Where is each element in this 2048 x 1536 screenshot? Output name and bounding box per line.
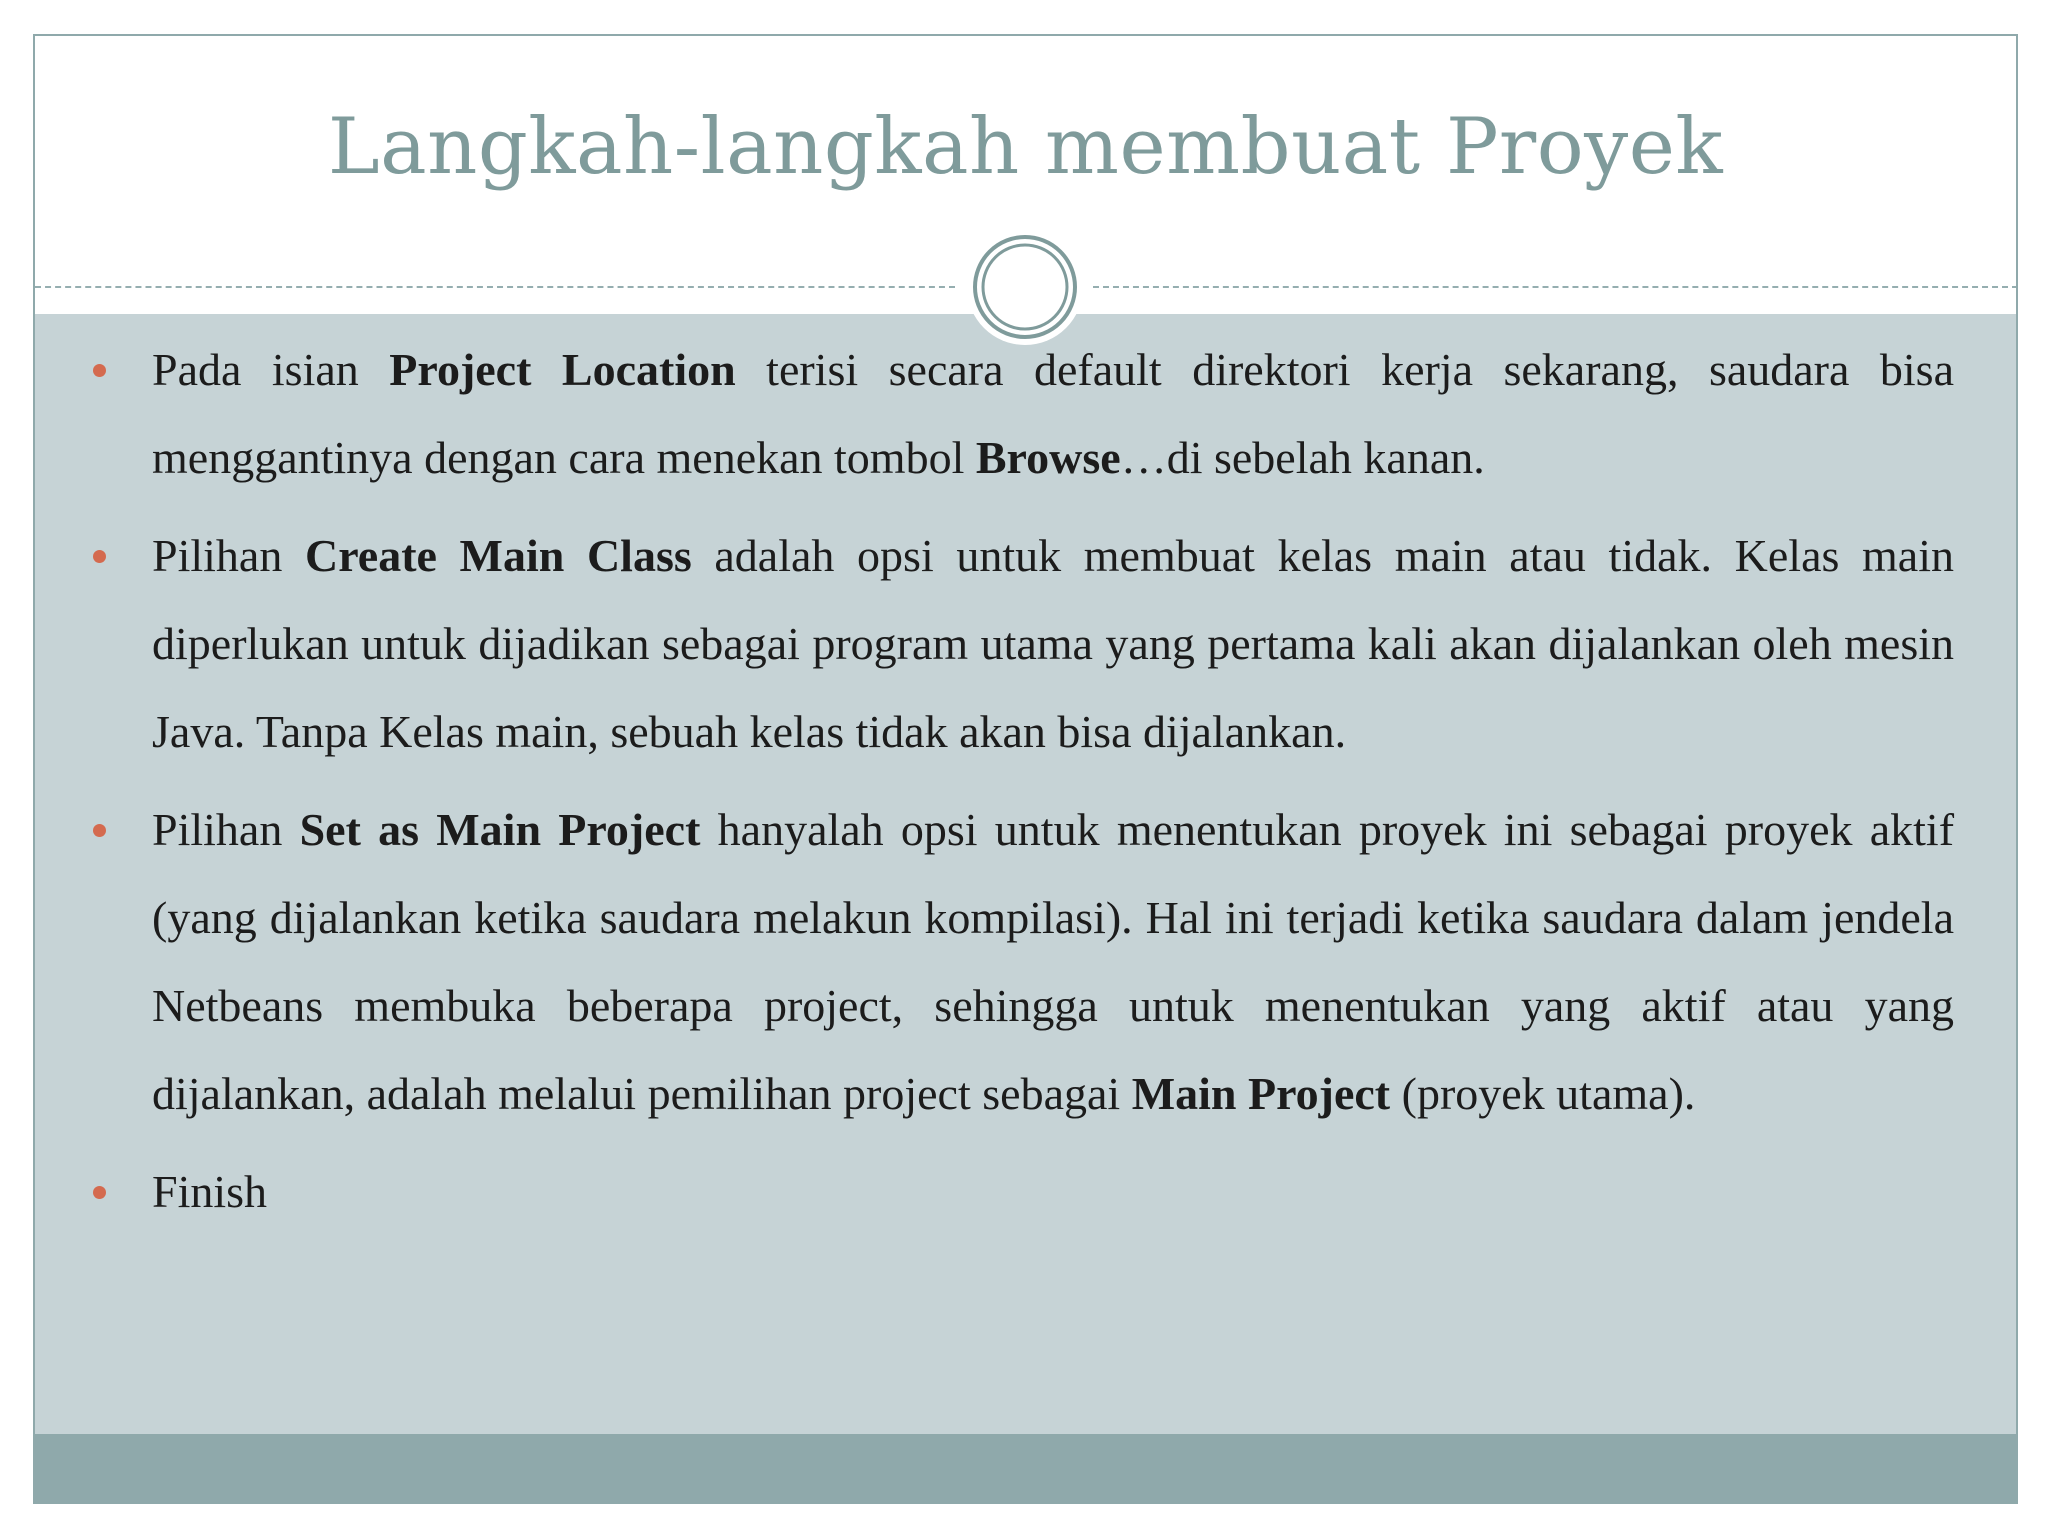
bullet-item [35,326,2016,502]
bullet-bold-text: Project Location [389,344,736,395]
bullet-text: hanyalah opsi untuk menentukan proyek ini sebagai proyek aktif (yang dijalankan ketika saudara melakun kompilasi). Hal ini terjadi ketika saudara dalam jendela Netbeans membuka beberapa project, sehingga untuk menentukan yang aktif atau yang dijalankan, adalah melalui pemilihan project sebagai [152,804,1955,1119]
bullet-text: …di sebelah kanan. [1120,432,1485,483]
divider-right [1093,286,2018,288]
bullet-dot-icon [93,1186,106,1199]
bullet-bold-text: Create Main Class [304,530,692,581]
divider-left [35,286,955,288]
slide-title: Langkah-langkah membuat Proyek [327,102,1724,192]
bullet-bold-text: Main Project [1131,1068,1391,1119]
bullet-list [35,326,2016,1246]
bullet-item [35,1148,2016,1236]
bullet-text: Pada isian [152,344,390,395]
bullet-item [35,786,2016,1138]
bullet-text: (proyek utama). [1390,1068,1696,1119]
bullet-text: adalah opsi untuk membuat kelas main atau tidak. Kelas main diperlukan untuk dijadikan sebagai program utama yang pertama kali akan dijalankan oleh mesin Java. Tanpa Kelas main, sebuah kelas tidak akan bisa dijalankan. [152,530,1954,757]
footer-band [35,1434,2016,1504]
bullet-bold-text: Set as Main Project [299,804,701,855]
bullet-bold-text: Browse [975,432,1121,483]
bullet-text: Pilihan [152,804,300,855]
bullet-text: Pilihan [152,530,305,581]
bullet-dot-icon [93,550,106,563]
bullet-text: terisi secara default direktori kerja sekarang, saudara bisa menggantinya dengan cara menekan tombol [152,344,1954,483]
bullet-text: Finish [152,1166,268,1217]
bullet-dot-icon [93,824,106,837]
slide [33,34,2018,1504]
bullet-dot-icon [93,364,106,377]
bullet-item [35,512,2016,776]
